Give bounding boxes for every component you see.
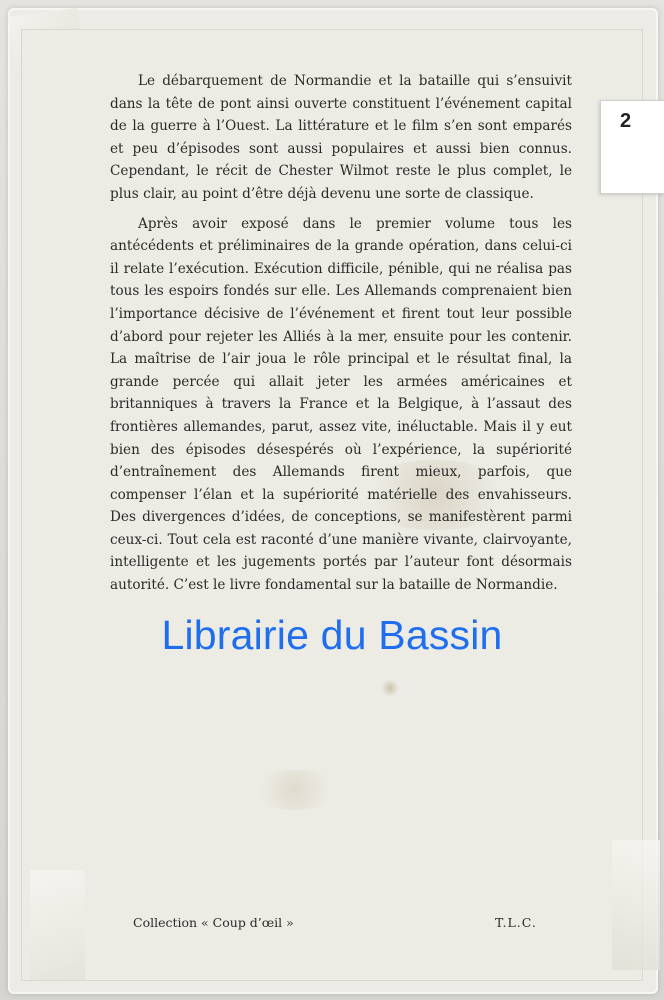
blurb-text: [110, 70, 572, 597]
tape-corner-bottom-left: [30, 870, 85, 980]
paper-stain: [380, 680, 400, 696]
blurb-paragraph: Le débarquement de Normandie et la bataille qui s’ensuivit dans la tête de pont ainsi ouverte constituent l’événement capital de la guerre à l’Ouest. La littérature et le film s’en sont emparés et peu d’épisodes sont aussi populaires et aussi bien connus. Cependant, le récit de Chester Wilmot reste le plus complet, le plus clair, au point d’être déjà devenu une sorte de classique.: [110, 73, 572, 202]
paper-stain: [250, 770, 340, 810]
tape-corner-bottom-right: [612, 840, 660, 970]
blurb-paragraph: Après avoir exposé dans le premier volume tous les antécédents et préliminaires de la grande opération, dans celui-ci il relate l’exécution. Exécution difficile, pénible, qui ne réalisa pas tous les espoirs fondés sur elle. Les Allemands comprenaient bien l’importance décisive de l’événement et firent tout leur possible d’abord pour rejeter les Alliés à la mer, ensuite pour les contenir. La maîtrise de l’air joua le rôle principal et le résultat final, la grande percée qui allait jeter les armées américaines et britanniques à travers la France et la Belgique, à l’assaut des frontières allemandes, parut, assez vite, inéluctable. Mais il y eut bien des épisodes désespérés où l’expérience, la supériorité d’entraînement des Allemands firent mieux, parfois, que compenser l’élan et la supériorité matérielle des envahisseurs. Des divergences d’idées, de conceptions, se manifestèrent parmi ceux-ci. Tout cela est raconté d’une manière vivante, clairvoyante, intelligente et les jugements portés par l’auteur font désormais autorité. C’est le livre fondamental sur la bataille de Normandie.: [110, 215, 572, 594]
inventory-sticker: [600, 100, 664, 194]
publisher-name: T.L.C.: [495, 915, 537, 930]
shop-watermark: Librairie du Bassin: [161, 612, 503, 658]
collection-name: Collection « Coup d’œil »: [133, 915, 294, 930]
inventory-sticker-text: 2: [620, 110, 632, 132]
